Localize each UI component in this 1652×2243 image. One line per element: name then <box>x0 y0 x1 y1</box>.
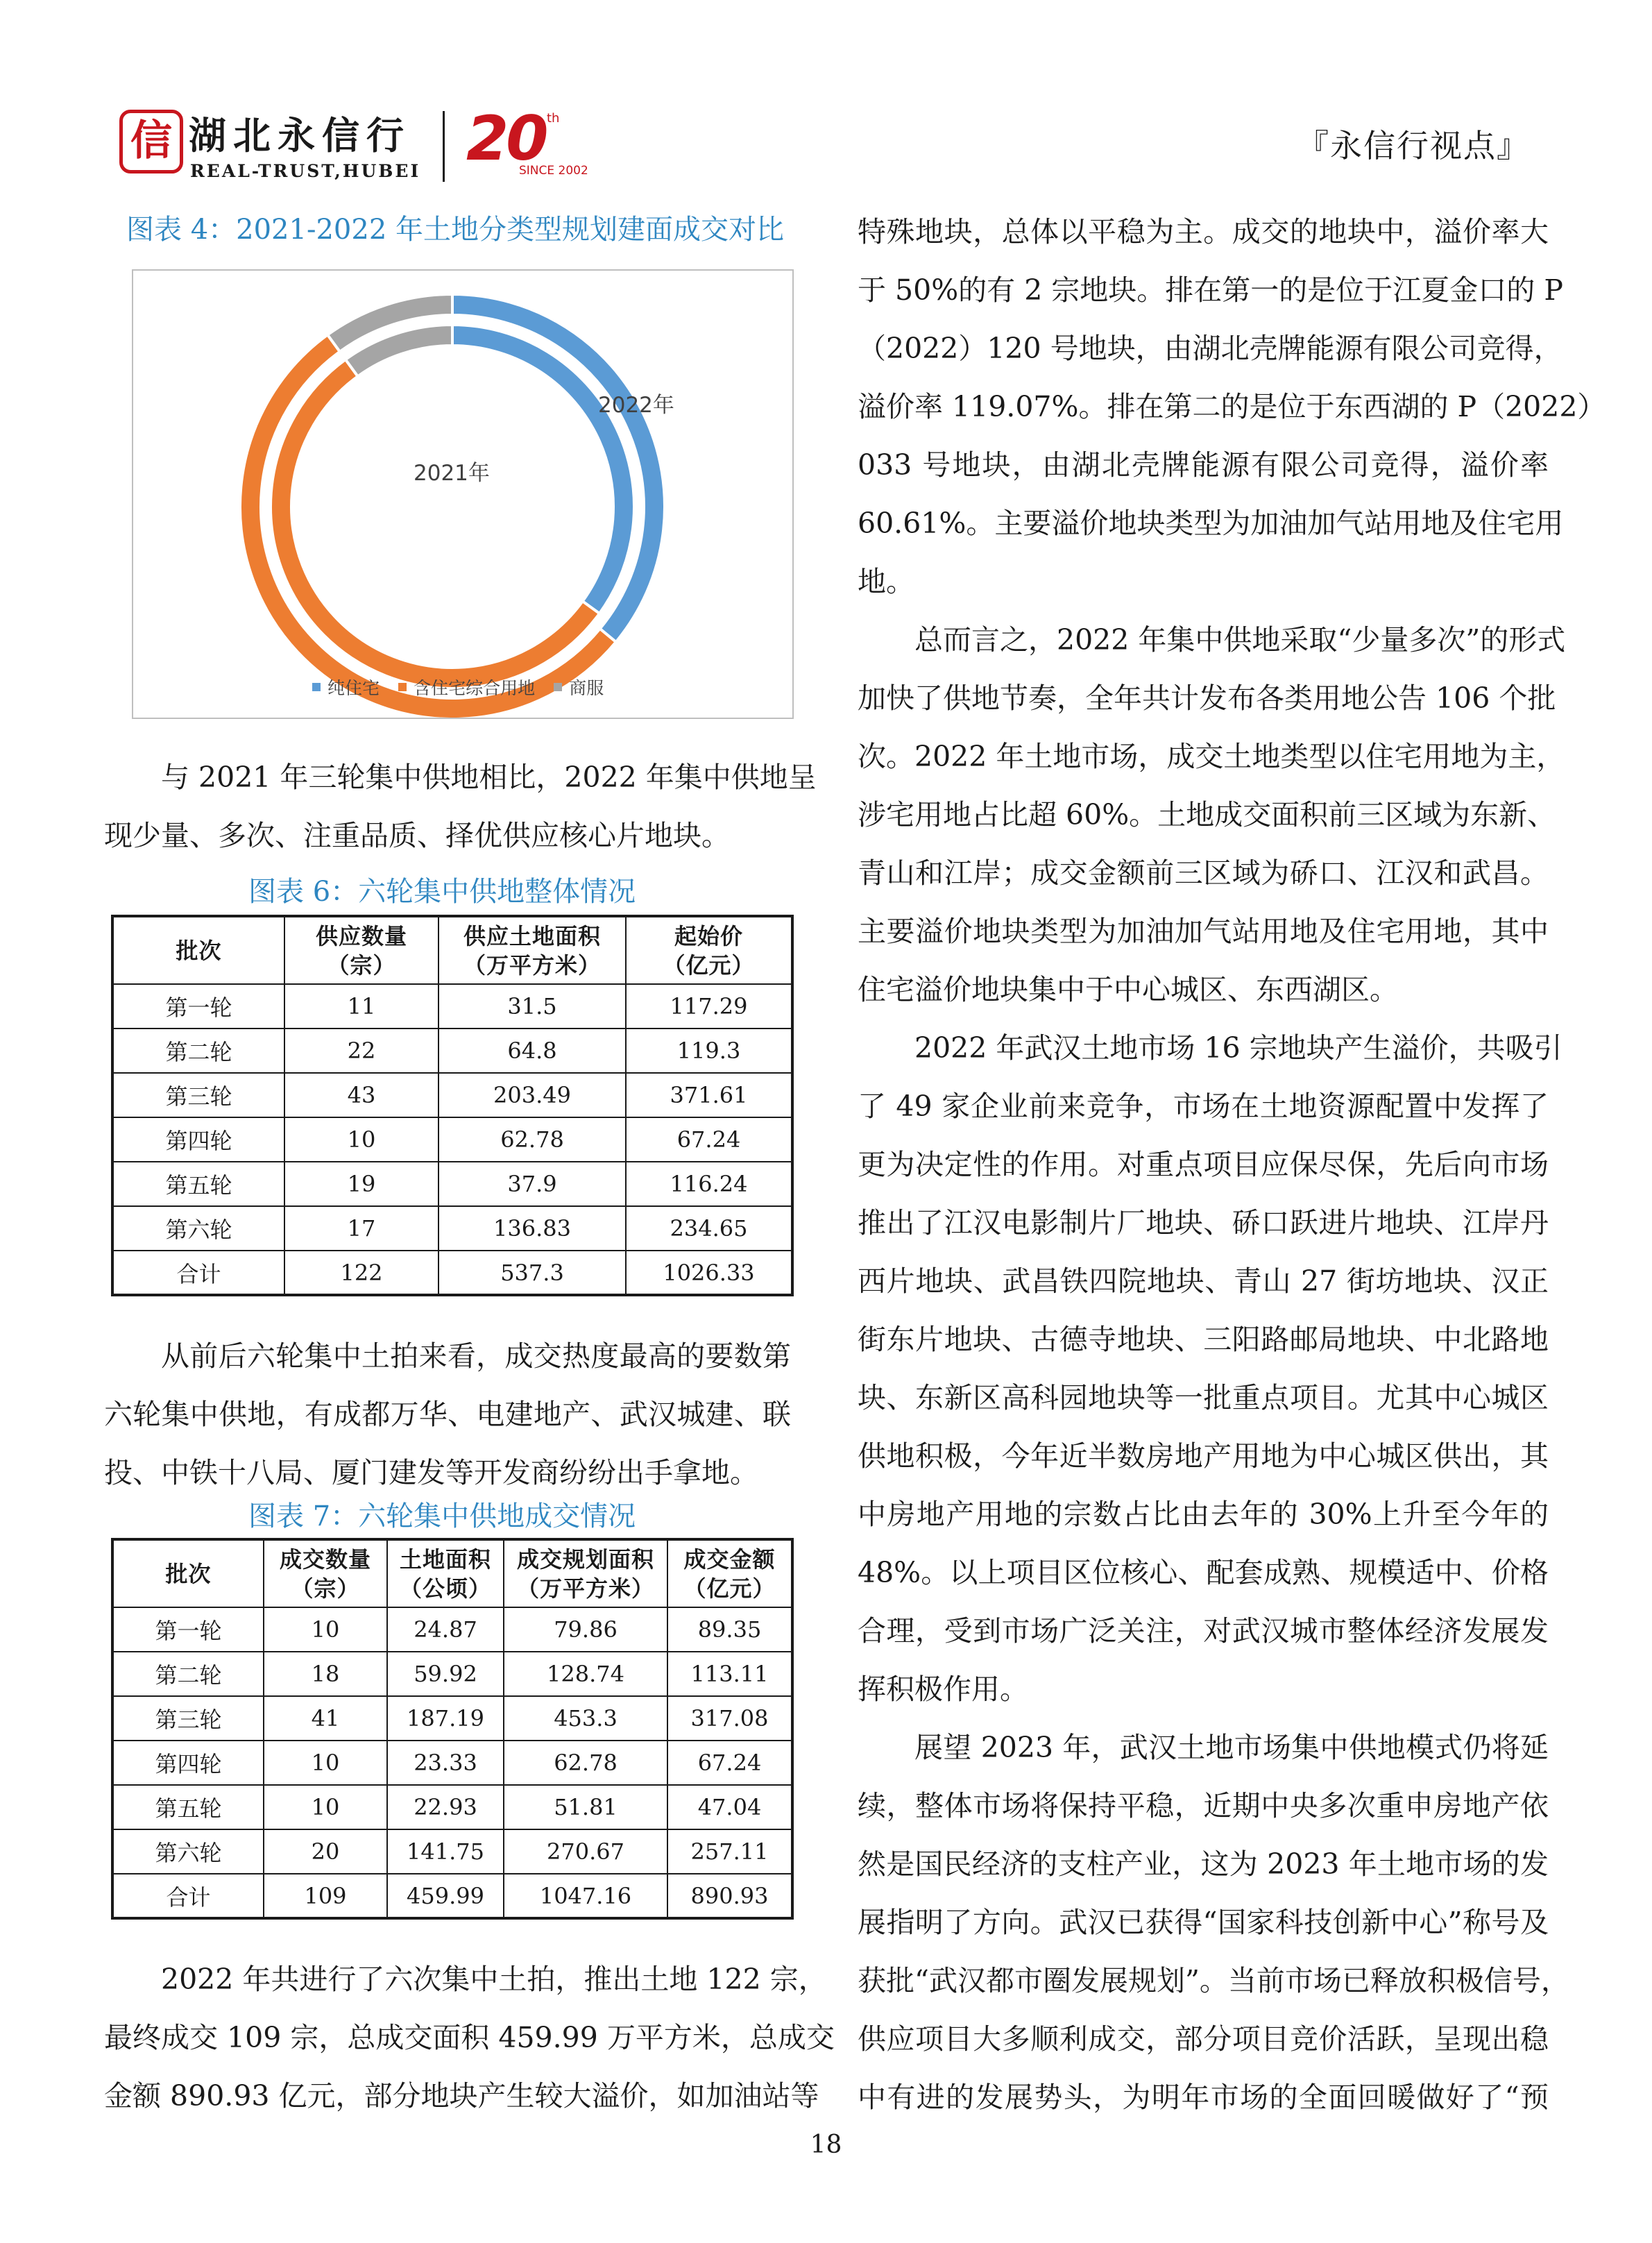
donut-chart-svg <box>133 271 792 718</box>
text-line: 中有进的发展势头，为明年市场的全面回暖做好了“预 <box>858 2081 1549 2114</box>
table-cell: 1026.33 <box>626 1251 792 1295</box>
table-row <box>112 1785 792 1829</box>
table-row <box>112 1874 792 1918</box>
table-cell: 10 <box>264 1741 387 1785</box>
text-line: 块、东新区高科园地块等一批重点项目。尤其中心城区 <box>858 1381 1549 1414</box>
text-line: 六轮集中供地，有成都万华、电建地产、武汉城建、联 <box>104 1398 791 1431</box>
table6 <box>111 915 794 1296</box>
text-line: 更为决定性的作用。对重点项目应保尽保，先后向市场 <box>858 1148 1549 1181</box>
table-row <box>112 1029 792 1073</box>
table-cell: 64.8 <box>438 1029 626 1073</box>
table-cell: 109 <box>264 1874 387 1918</box>
table-row <box>112 1162 792 1206</box>
text-line: 溢价率 119.07%。排在第二的是位于东西湖的 P（2022） <box>858 390 1606 423</box>
table-cell: 第四轮 <box>112 1741 264 1785</box>
legend-item <box>398 675 535 700</box>
text-line: 总而言之，2022 年集中供地采取“少量多次”的形式 <box>914 623 1566 657</box>
legend-swatch <box>398 683 407 691</box>
donut-segment-outer-1 <box>240 335 616 718</box>
header-cell: 供应数量 （宗） <box>284 916 438 984</box>
table-cell: 24.87 <box>387 1607 504 1652</box>
table-cell: 537.3 <box>438 1251 626 1295</box>
table-cell: 890.93 <box>667 1874 792 1918</box>
table-cell: 453.3 <box>504 1696 667 1741</box>
table-cell: 459.99 <box>387 1874 504 1918</box>
outer-ring-label: 2022年 <box>598 393 674 418</box>
legend-swatch <box>312 683 321 691</box>
table-row <box>112 1251 792 1295</box>
table-cell: 62.78 <box>504 1741 667 1785</box>
table-cell: 119.3 <box>626 1029 792 1073</box>
table-cell: 257.11 <box>667 1829 792 1874</box>
table-cell: 122 <box>284 1251 438 1295</box>
table-cell: 141.75 <box>387 1829 504 1874</box>
table-cell: 47.04 <box>667 1785 792 1829</box>
text-line: 48%。以上项目区位核心、配套成熟、规模适中、价格 <box>858 1556 1549 1589</box>
table-cell: 136.83 <box>438 1206 626 1251</box>
table-cell: 67.24 <box>626 1117 792 1162</box>
table-cell: 第三轮 <box>112 1073 284 1117</box>
header-divider <box>443 111 445 182</box>
table-cell: 1047.16 <box>504 1874 667 1918</box>
table-cell: 89.35 <box>667 1607 792 1652</box>
table-row <box>112 1206 792 1251</box>
table7-caption: 图表 7：六轮集中供地成交情况 <box>248 1500 636 1532</box>
text-line: 加快了供地节奏，全年共计发布各类用地公告 106 个批 <box>858 682 1556 715</box>
table-cell: 第五轮 <box>112 1162 284 1206</box>
table-cell: 187.19 <box>387 1696 504 1741</box>
text-line: 现少量、多次、注重品质、择优供应核心片地块。 <box>104 819 730 852</box>
table-cell: 合计 <box>112 1251 284 1295</box>
table-row <box>112 984 792 1029</box>
text-line: 金额 890.93 亿元，部分地块产生较大溢价，如加油站等 <box>104 2079 819 2113</box>
table-cell: 第五轮 <box>112 1785 264 1829</box>
table-cell: 203.49 <box>438 1073 626 1117</box>
table-cell: 第二轮 <box>112 1029 284 1073</box>
text-line: 推出了江汉电影制片厂地块、硚口跃进片地块、江岸丹 <box>858 1206 1549 1239</box>
text-line: 西片地块、武昌铁四院地块、青山 27 街坊地块、汉正 <box>858 1264 1549 1298</box>
table-header-row <box>112 1539 792 1607</box>
table-cell: 234.65 <box>626 1206 792 1251</box>
left-para-3 <box>104 1950 835 2125</box>
table-cell: 第一轮 <box>112 1607 264 1652</box>
text-line: 次。2022 年土地市场，成交土地类型以住宅用地为主， <box>858 740 1565 773</box>
text-line: 供地积极，今年近半数房地产用地为中心城区供出，其 <box>858 1439 1549 1473</box>
logo-seal-icon: 信 <box>119 110 183 173</box>
text-line: 住宅溢价地块集中于中心城区、东西湖区。 <box>858 973 1398 1006</box>
table-cell: 43 <box>284 1073 438 1117</box>
table-cell: 第六轮 <box>112 1206 284 1251</box>
text-line: 033 号地块，由湖北壳牌能源有限公司竞得，溢价率 <box>858 448 1549 482</box>
table-cell: 113.11 <box>667 1652 792 1696</box>
legend-item <box>312 675 380 700</box>
table-cell: 31.5 <box>438 984 626 1029</box>
table-cell: 23.33 <box>387 1741 504 1785</box>
table-row <box>112 1607 792 1652</box>
donut-chart <box>132 269 794 719</box>
table-row <box>112 1073 792 1117</box>
text-line: 街东片地块、古德寺地块、三阳路邮局地块、中北路地 <box>858 1323 1549 1356</box>
text-line: 续，整体市场将保持平稳，近期中央多次重申房地产依 <box>858 1789 1549 1822</box>
table-cell: 59.92 <box>387 1652 504 1696</box>
text-line: 2022 年武汉土地市场 16 宗地块产生溢价，共吸引 <box>914 1031 1562 1065</box>
header-cell: 起始价 （亿元） <box>626 916 792 984</box>
chart-legend <box>312 675 619 700</box>
company-name-en: REAL-TRUST,HUBEI <box>190 161 421 181</box>
table-header-row <box>112 916 792 984</box>
text-line: 60.61%。主要溢价地块类型为加油加气站用地及住宅用 <box>858 507 1564 540</box>
table-row <box>112 1117 792 1162</box>
table-cell: 17 <box>284 1206 438 1251</box>
text-line: 主要溢价地块类型为加油加气站用地及住宅用地，其中 <box>858 915 1549 948</box>
table-cell: 10 <box>284 1117 438 1162</box>
table-cell: 第四轮 <box>112 1117 284 1162</box>
header-cell: 批次 <box>112 1539 264 1607</box>
anniversary-since: SINCE 2002 <box>519 164 588 178</box>
text-line: 从前后六轮集中土拍来看，成交热度最高的要数第 <box>161 1339 791 1373</box>
table-cell: 22.93 <box>387 1785 504 1829</box>
table-cell: 317.08 <box>667 1696 792 1741</box>
table-cell: 37.9 <box>438 1162 626 1206</box>
inner-ring-label: 2021年 <box>414 461 490 486</box>
table6-caption: 图表 6：六轮集中供地整体情况 <box>248 876 636 908</box>
header-cell: 批次 <box>112 916 284 984</box>
left-para-1 <box>104 748 817 865</box>
header-cell: 供应土地面积 （万平方米） <box>438 916 626 984</box>
company-name: 湖北永信行 <box>189 114 411 158</box>
text-line: 特殊地块，总体以平稳为主。成交的地块中，溢价率大 <box>858 215 1549 248</box>
anniversary-logo: 20 <box>466 103 546 174</box>
header-cell: 成交数量 （宗） <box>264 1539 387 1607</box>
text-line: 了 49 家企业前来竞争，市场在土地资源配置中发挥了 <box>858 1090 1549 1123</box>
left-para-2 <box>104 1327 791 1502</box>
legend-label: 商服 <box>569 678 604 698</box>
table-cell: 116.24 <box>626 1162 792 1206</box>
figure4-caption: 图表 4：2021-2022 年土地分类型规划建面成交对比 <box>126 214 784 246</box>
table-cell: 19 <box>284 1162 438 1206</box>
right-column <box>858 203 1606 2126</box>
legend-label: 纯住宅 <box>327 678 380 698</box>
table-cell: 合计 <box>112 1874 264 1918</box>
table-cell: 20 <box>264 1829 387 1874</box>
table-cell: 117.29 <box>626 984 792 1029</box>
text-line: 于 50%的有 2 宗地块。排在第一的是位于江夏金口的 P <box>858 273 1563 307</box>
text-line: （2022）120 号地块，由湖北壳牌能源有限公司竞得， <box>858 332 1562 365</box>
table-cell: 270.67 <box>504 1829 667 1874</box>
text-line: 供应项目大多顺利成交，部分项目竞价活跃，呈现出稳 <box>858 2022 1549 2056</box>
table-cell: 62.78 <box>438 1117 626 1162</box>
legend-swatch <box>554 683 562 691</box>
text-line: 青山和江岸；成交金额前三区域为硚口、江汉和武昌。 <box>858 856 1549 890</box>
donut-segment-inner-1 <box>271 359 599 688</box>
text-line: 最终成交 109 宗，总成交面积 459.99 万平方米，总成交 <box>104 2021 835 2054</box>
text-line: 中房地产用地的宗数占比由去年的 30%上升至今年的 <box>858 1498 1549 1531</box>
text-line: 地。 <box>858 565 914 598</box>
header-cell: 土地面积 （公顷） <box>387 1539 504 1607</box>
table-row <box>112 1652 792 1696</box>
text-line: 然是国民经济的支柱产业，这为 2023 年土地市场的发 <box>858 1847 1549 1881</box>
text-line: 2022 年共进行了六次集中土拍，推出土地 122 宗， <box>161 1963 827 1996</box>
table-cell: 128.74 <box>504 1652 667 1696</box>
table-cell: 第三轮 <box>112 1696 264 1741</box>
header-cell: 成交规划面积 （万平方米） <box>504 1539 667 1607</box>
table-cell: 第一轮 <box>112 984 284 1029</box>
text-line: 合理，受到市场广泛关注，对武汉城市整体经济发展发 <box>858 1614 1549 1648</box>
table-cell: 18 <box>264 1652 387 1696</box>
table-row <box>112 1829 792 1874</box>
legend-item <box>554 675 604 700</box>
section-tag: 『永信行视点』 <box>1297 127 1530 164</box>
table-row <box>112 1741 792 1785</box>
text-line: 涉宅用地占比超 60%。土地成交面积前三区域为东新、 <box>858 798 1556 831</box>
table7 <box>111 1538 794 1920</box>
legend-label: 含住宅综合用地 <box>414 678 536 698</box>
header-cell: 成交金额 （亿元） <box>667 1539 792 1607</box>
table-cell: 第六轮 <box>112 1829 264 1874</box>
text-line: 展望 2023 年，武汉土地市场集中供地模式仍将延 <box>914 1731 1549 1764</box>
text-line: 展指明了方向。武汉已获得“国家科技创新中心”称号及 <box>858 1906 1549 1939</box>
table-cell: 11 <box>284 984 438 1029</box>
table-cell: 79.86 <box>504 1607 667 1652</box>
table-cell: 10 <box>264 1785 387 1829</box>
table-cell: 51.81 <box>504 1785 667 1829</box>
page-number: 18 <box>810 2131 842 2159</box>
table-cell: 第二轮 <box>112 1652 264 1696</box>
text-line: 获批“武汉都市圈发展规划”。当前市场已释放积极信号， <box>858 1964 1569 1997</box>
text-line: 与 2021 年三轮集中供地相比，2022 年集中供地呈 <box>161 761 817 794</box>
table-row <box>112 1696 792 1741</box>
table-cell: 10 <box>264 1607 387 1652</box>
text-line: 投、中铁十八局、厦门建发等开发商纷纷出手拿地。 <box>104 1456 758 1489</box>
table-cell: 67.24 <box>667 1741 792 1785</box>
table-cell: 371.61 <box>626 1073 792 1117</box>
table-cell: 41 <box>264 1696 387 1741</box>
table-cell: 22 <box>284 1029 438 1073</box>
text-line: 挥积极作用。 <box>858 1673 1028 1706</box>
anniversary-suffix: th <box>547 111 560 126</box>
